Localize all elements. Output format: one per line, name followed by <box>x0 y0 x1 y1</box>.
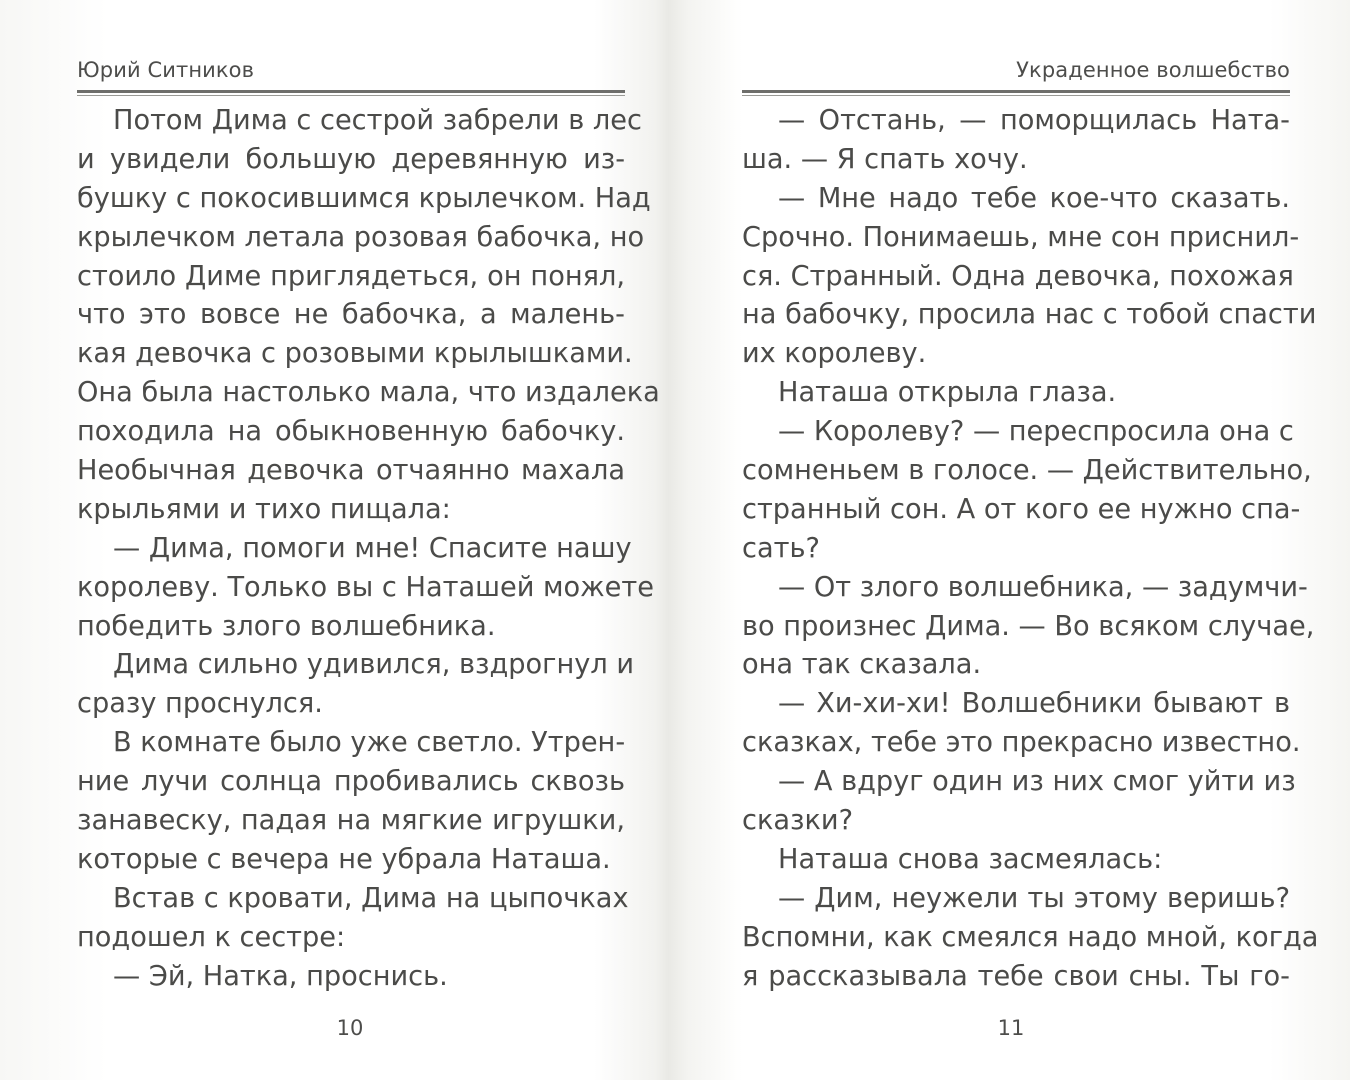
page-number: 10 <box>336 1016 364 1040</box>
text-line: Срочно. Понимаешь, мне сон приснил- <box>742 221 1300 253</box>
left-page-body-text <box>77 102 660 996</box>
text-line: — Дим, неужели ты этому веришь? <box>778 882 1290 914</box>
text-line: во произнес Дима. — Во всяком случае, <box>742 610 1315 642</box>
text-line: Наташа снова засмеялась: <box>778 843 1163 875</box>
text-line: ша. — Я спать хочу. <box>742 143 1028 175</box>
text-line: Наташа открыла глаза. <box>778 377 1117 409</box>
page-number: 11 <box>997 1016 1025 1040</box>
text-line: она так сказала. <box>742 649 982 681</box>
text-line: Вспомни, как смеялся надо мной, когда <box>742 921 1319 953</box>
running-head-title: Украденное волшебство <box>1016 58 1290 82</box>
text-line: Она была настолько мала, что издалека <box>77 377 660 409</box>
text-line: победить злого волшебника. <box>77 610 496 642</box>
text-line: ся. Странный. Одна девочка, похожая <box>742 260 1294 292</box>
text-line: сказки? <box>742 805 854 837</box>
text-line: подошел к сестре: <box>77 921 346 953</box>
text-line: — Хи-хи-хи! Волшебники бывают в <box>778 688 1290 720</box>
text-line: королеву. Только вы с Наташей можете <box>77 571 654 603</box>
text-line: сказках, тебе это прекрасно известно. <box>742 727 1301 759</box>
text-line: — От злого волшебника, — задумчи- <box>778 571 1308 603</box>
text-line: занавеску, падая на мягкие игрушки, <box>77 805 625 837</box>
text-line: Встав с кровати, Дима на цыпочках <box>113 882 629 914</box>
text-line: Потом Дима с сестрой забрели в лес <box>113 105 642 136</box>
text-line: сомненьем в голосе. — Действительно, <box>742 455 1312 487</box>
text-line: я рассказывала тебе свои сны. Ты го- <box>742 960 1290 992</box>
right-page-body-text <box>742 102 1319 996</box>
text-line: на бабочку, просила нас с тобой спасти <box>742 299 1317 331</box>
text-line: которые с вечера не убрала Наташа. <box>77 843 611 875</box>
text-line: их королеву. <box>742 338 927 370</box>
header-rule <box>77 90 625 93</box>
text-line: стоило Диме приглядеться, он понял, <box>77 260 625 292</box>
text-line: — Королеву? — переспросила она с <box>778 416 1294 448</box>
text-line: — Эй, Натка, проснись. <box>113 960 448 992</box>
text-line: В комнате было уже светло. Утрен- <box>113 727 626 759</box>
text-line: — Отстань, — поморщилась Ната- <box>778 105 1290 136</box>
text-line: странный сон. А от кого ее нужно спа- <box>742 493 1301 525</box>
running-head-author: Юрий Ситников <box>77 58 255 82</box>
text-line: бушку с покосившимся крылечком. Над <box>77 182 651 214</box>
text-line: крыльями и тихо пищала: <box>77 493 451 525</box>
right-page <box>742 0 1319 1080</box>
text-line: — А вдруг один из них смог уйти из <box>778 766 1296 798</box>
left-page <box>77 0 660 1080</box>
text-line: кая девочка с розовыми крылышками. <box>77 338 633 370</box>
text-line: — Дима, помоги мне! Спасите нашу <box>113 532 632 564</box>
text-line: сать? <box>742 532 820 564</box>
text-line: Дима сильно удивился, вздрогнул и <box>113 649 635 681</box>
text-line: — Мне надо тебе кое-что сказать. <box>778 182 1290 214</box>
text-line: крылечком летала розовая бабочка, но <box>77 221 645 253</box>
text-line: походила на обыкновенную бабочку. <box>77 416 625 448</box>
header-rule <box>742 90 1290 93</box>
text-line: ние лучи солнца пробивались сквозь <box>77 766 625 798</box>
text-line: и увидели большую деревянную из- <box>77 143 625 175</box>
text-line: сразу проснулся. <box>77 688 323 720</box>
text-line: что это вовсе не бабочка, а малень- <box>77 299 625 331</box>
text-line: Необычная девочка отчаянно махала <box>77 455 625 487</box>
